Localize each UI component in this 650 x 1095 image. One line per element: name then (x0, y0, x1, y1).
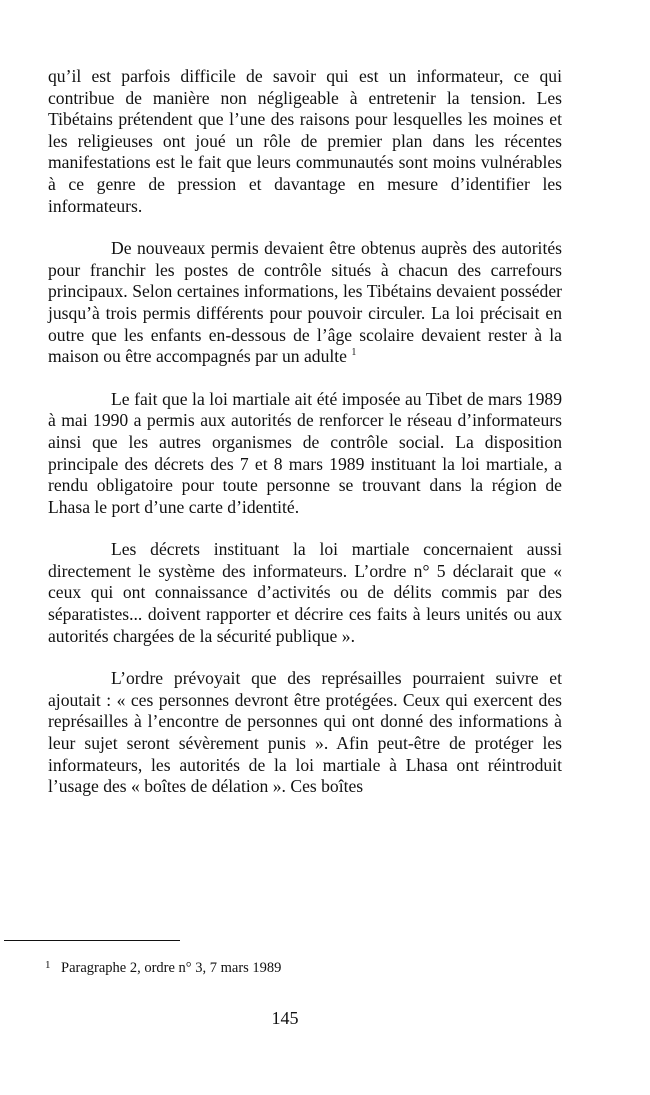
paragraph-2-text: De nouveaux permis devaient être obtenus auprès des autorités pour franchir les postes de contrôle situés à chacun des carrefours principaux. Selon certaines informations, les Tibétains devaient posséder jusqu’à trois permis différents pour pouvoir circuler. La loi précisait en outre que les enfants en-dessous de l’âge scolaire devaient rester à la maison ou être accompagnés par un adulte (48, 238, 562, 367)
footnote-text: Paragraphe 2, ordre n° 3, 7 mars 1989 (61, 960, 282, 976)
footnote-divider (4, 940, 180, 941)
page-body (48, 66, 562, 819)
paragraph-4-text: Les décrets instituant la loi martiale concernaient aussi directement le système des informateurs. L’ordre n° 5 déclarait que « ceux qui ont connaissance d’activités ou de délits commis par des séparatistes... doivent rapporter et décrire ces faits à leurs unités ou aux autorités chargées de la sécurité publique ». (48, 539, 562, 646)
paragraph-1-text: qu’il est parfois difficile de savoir qui est un informateur, ce qui contribue de manière non négligeable à entretenir la tension. Les Tibétains prétendent que l’une des raisons pour lesquelles les moines et les religieuses ont joué un rôle de premier plan dans les récentes manifestations est le fait que leurs communautés sont moins vulnérables à ce genre de pression et davantage en mesure d’identifier les informateurs. (48, 66, 562, 216)
paragraph-3-text: Le fait que la loi martiale ait été imposée au Tibet de mars 1989 à mai 1990 a permis aux autorités de renforcer le réseau d’informateurs ainsi que les autres organismes de contrôle social. La disposition principale des décrets des 7 et 8 mars 1989 instituant la loi martiale, a rendu obligatoire pour toute personne se trouvant dans la région de Lhasa le port d’une carte d’identité. (48, 388, 562, 517)
paragraph-2 (48, 238, 562, 368)
paragraph-4 (48, 539, 562, 647)
footnote-number: 1 (45, 959, 51, 971)
paragraph-5-text: L’ordre prévoyait que des représailles pourraient suivre et ajoutait : « ces personnes devront être protégées. Ceux qui exercent des représailles à l’encontre de personnes qui ont donné des informations à leur sujet seront sévèrement punis ». Afin peut-être de protéger les informateurs, les autorités de la loi martiale à Lhasa ont réintroduit l’usage des « boîtes de délation ». Ces boîtes (48, 668, 562, 797)
footnote (45, 956, 565, 977)
footnote-reference[interactable]: 1 (351, 347, 357, 359)
paragraph-5 (48, 668, 562, 798)
page-number: 145 (271, 1008, 299, 1028)
paragraph-3 (48, 389, 562, 519)
paragraph-1 (48, 66, 562, 217)
